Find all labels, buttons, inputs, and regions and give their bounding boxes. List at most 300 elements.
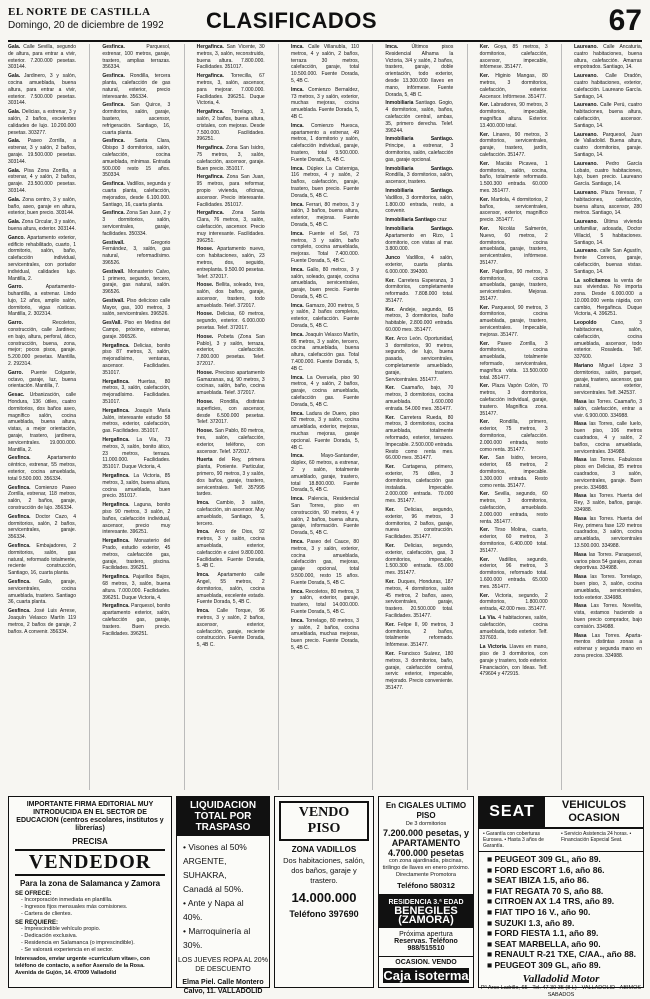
residencia-banner bbox=[379, 894, 473, 928]
seat-logo: SEAT bbox=[479, 797, 545, 827]
seat-car-item: ■ FORD ESCORT 1.6, año 86. bbox=[487, 864, 605, 875]
seat-car-item: ■ SUZUKI 1.3, año 89. bbox=[487, 917, 575, 928]
classified-ad-text: Huertas, 80 metros, 3, salón, calefacción, mejoradísimo. Facilidades. 351017. bbox=[102, 378, 171, 406]
column-divider bbox=[372, 44, 373, 790]
classified-ad bbox=[574, 161, 642, 188]
classified-ad-text: cruz bbox=[435, 217, 447, 224]
classified-ad-lead: Gala. bbox=[8, 73, 21, 80]
classified-ad-text: Última vivienda unifamiliar, adosada, Doctor Villacid, 5 habitaciones. Santiago, 14. bbox=[574, 219, 642, 246]
seat-car-item: ■ CITROEN AX 1.4 TRS, año 89. bbox=[487, 896, 615, 907]
residencia-label: RESIDENCIA 3.ª EDAD bbox=[388, 899, 464, 906]
classified-ad-lead: Hergafinca. bbox=[196, 174, 224, 181]
dateline: Domingo, 20 de diciembre de 1992 bbox=[8, 20, 164, 31]
classified-ad bbox=[8, 543, 76, 577]
classified-ad bbox=[480, 269, 548, 303]
classified-ad-text: Fuente el Sol, 73 metros, 3 y salón, baño completo, cocina amueblada, mejoras. Total 7.400.000. Fuente Dorada, 5, 4B C. bbox=[291, 230, 359, 264]
classified-ad-text: Parquesol, bonito apartamento exterior, salón, calefacción gas, garaje, trastero. Buen precio. Facilidades. 396251. bbox=[102, 603, 171, 637]
classified-ad-text: las Torres. Caamaño, 3 salón, calefacción, entrar a vivir. 6.900.000. 334988. bbox=[574, 399, 642, 419]
classified-ad-text: Calle Dradón, cuatro habitaciones, exterior, calefacción. Laureano García. Santiago, 14. bbox=[574, 73, 642, 100]
classified-ad bbox=[197, 210, 265, 244]
cigales-price: 7.200.000 pesetas, y bbox=[382, 828, 470, 838]
classified-ad-text: Linares, 90 metros, 3 dormitorios, servicentrales, garaje, trastero, jardín, calefacción. 351477. bbox=[479, 131, 548, 158]
classified-ad-text: Calle Villanubla, 110 metros, 4 y salón, 2 baños, terraza 30 metros, calefacción, garaje, total 10.500.000. Fuente Dorada, 5, 4B C. bbox=[291, 44, 359, 84]
classified-ad bbox=[291, 375, 359, 409]
classified-ad-text: Higinio Mangas, 80 metros, 3 dormitorios, calefacción, exterior. Ascensor. Infórmese. 351477. bbox=[479, 73, 548, 100]
classified-ad-lead: Hergafinca. bbox=[196, 145, 224, 152]
classified-ad-text: Calle Sevilla, segundo de altura, para entrar a vivir, exterior. 7.200.000 pesetas. 303144. bbox=[8, 44, 76, 71]
classified-ad-text: Zona San Isidro, 75 metros, 3, salón, calefacción, ascensor, garaje. Buen precio. 351017. bbox=[196, 145, 265, 172]
requirement-item: - Dedicación exclusiva. bbox=[21, 933, 78, 939]
classified-ad-lead: Hergafinca. bbox=[196, 73, 224, 80]
vendo-piso-phone: Teléfono 397690 bbox=[289, 909, 359, 919]
classified-ad-text: Sevilla, segundo, 60 metros, 3 dormitorios, calefacción, amueblado. 2.000.000 entrada, resto renta. 351477. bbox=[479, 491, 548, 525]
classified-ad-lead: Gesfinca. bbox=[8, 455, 31, 462]
classified-ad-text: Embajadores, 2 dormitorios, salón, gas natural, reformado totalmente, reciente construcción, Santiago, 16, cuarta planta. bbox=[8, 542, 76, 577]
classified-ad bbox=[574, 190, 642, 217]
editorial-precisa: PRECISA bbox=[72, 837, 108, 846]
seat-car-item: ■ RENAULT R-21 TXE, C/AA., año 88. bbox=[487, 949, 637, 960]
classified-ad-lead: Ker. bbox=[385, 385, 395, 392]
classified-ad bbox=[102, 138, 170, 179]
classified-ad bbox=[197, 246, 265, 280]
classified-ad-lead: Imca. bbox=[291, 410, 304, 417]
classified-ad-text: Vadillos, 3 dormitorios, salón, 1.800.00 entrada, resto, a convenir. bbox=[385, 194, 454, 215]
classified-ad-text: Delicias, bonito piso 87 metros, 3, salón, mejoradísimo, ventanas, ascensor. Facilidades. 351017. bbox=[102, 342, 171, 376]
classified-ad-lead: Ker. bbox=[385, 464, 395, 471]
classified-ad bbox=[197, 174, 265, 208]
classified-ad-lead: Masa bbox=[574, 515, 587, 522]
classified-ad-text: Monasterio del Prado, estudio exterior, 45 metros, calefacción gas, garaje, trastero, piscina. Facilidades. 396251. bbox=[102, 538, 171, 572]
classified-ad-lead: Masa bbox=[574, 493, 587, 500]
classified-ad-text: Mayo-Santander, dúplex, 60 metros, a estrenar, 2 y salón, totalmente amueblado, garaje, trastero, total 18.800.000. Fuente Dorada, 5, 4B C. bbox=[291, 453, 359, 494]
classified-ad-text: Victoria, segundo, 2 dormitorios, 1.800.000 entrada, 42.000 mes. 351477. bbox=[479, 592, 548, 613]
classified-ad-text: Carretera Esperanza, 3 dormitorios, completamente reformado. 7.808.000 total. 351477. bbox=[385, 277, 454, 304]
classified-ad-lead: Hoose. bbox=[196, 399, 214, 406]
classified-ad bbox=[385, 307, 453, 334]
classified-ad-text: Zona San Juan, 2 y 3 dormitorios, salón, servicentrales, garaje, facilidades. 350334. bbox=[102, 210, 171, 237]
classified-ad bbox=[8, 485, 76, 512]
classified-ad-text: Doctor Cazo, 4 dormitorios, salón, 2 baños, servicentrales, garaje. 356334. bbox=[8, 513, 76, 541]
classified-ad bbox=[197, 109, 265, 143]
liquidacion-item: Canadá al 50%. bbox=[183, 884, 244, 894]
classified-ad-lead: Gesfinca. bbox=[102, 44, 125, 50]
classified-ad bbox=[8, 197, 76, 217]
classified-ad-text: Principe, a estrenar, 3 dormitorios, salón, calefacción gas, garaje opcional. bbox=[385, 143, 454, 163]
classified-ad-lead: Masa bbox=[574, 603, 587, 610]
classified-ad-lead: Imca. bbox=[291, 230, 304, 237]
cigales-phone: Teléfono 580312 bbox=[397, 881, 455, 890]
classified-ad bbox=[574, 516, 642, 550]
classified-ad-text: Zona Circular, 3 y salón, buena altura, exterior. 303144. bbox=[8, 219, 76, 232]
classified-ad bbox=[102, 538, 170, 572]
classified-ad bbox=[197, 44, 265, 71]
classified-ad-lead: Masa bbox=[574, 551, 587, 558]
classified-ad-text: Cartagena, primero, exterior, 75 útiles, 3 dormitorios, calefacción gas instalada. Impecable. 2.000.000 entrada. 70.000 mes. 351477. bbox=[385, 464, 454, 505]
classified-ad-lead: Junco bbox=[385, 255, 401, 262]
classified-ad-text: Las Torres. Novelita, vista, estamos haciendo a buen precio comprador, bajo comisión. 334988. bbox=[574, 603, 642, 630]
classified-ad-text: Monasterio Calvo, 1 primero, segundo, tercero, garaje, gas natural, salón. 396526. bbox=[102, 268, 171, 296]
classified-ad bbox=[385, 336, 453, 384]
classified-ad-text: Calle Ancaturia, cuatro habitaciones, buena altura, calefacción. Amarras empotrados. Santiago, 14. bbox=[574, 44, 642, 71]
classified-ad bbox=[102, 181, 170, 208]
classified-ad-text: Apartamento en Rizo, 1 dormitorio, con vistas al mar. 3.800.000. bbox=[385, 232, 454, 253]
classified-ad bbox=[385, 44, 453, 98]
seat-car-list bbox=[479, 854, 643, 971]
classified-ad-lead: Laureano. bbox=[574, 160, 598, 167]
classified-ad bbox=[8, 320, 76, 368]
classified-ad-lead: Gesfinca. bbox=[102, 138, 125, 145]
classified-ad-text: Recoletos, 80 metros, 3 y salón, exterior, garaje, trastero, total 14.000.000. Fuente Dorada, 5, 4B C. bbox=[291, 588, 359, 615]
classified-ad bbox=[385, 278, 453, 305]
classified-ad-text: las Torres. Huerta del Rey, primera fase 120 metros cuadrados, 3 salón, cocina amueblada, servicentrales 13.500.000. 334988. bbox=[574, 515, 642, 549]
classified-ad-lead: Hergafinca. bbox=[102, 378, 130, 385]
classified-ad-lead: Gesfinca. bbox=[8, 513, 31, 520]
classified-ad bbox=[574, 363, 642, 397]
classified-ad-text: Labradores, 90 metros, 3 dormitorios, impecable, magnífica altura. Exterior. 13.400.000 total. bbox=[479, 102, 548, 129]
classified-ad-lead: Hoose. bbox=[196, 428, 214, 435]
classified-ad bbox=[197, 428, 265, 455]
classified-ad bbox=[574, 633, 642, 660]
classified-ad bbox=[574, 603, 642, 630]
classified-ad bbox=[385, 136, 453, 163]
classified-ad-text: Paseo Zorrilla, a estrenar, 3 y salón, 2 baños, garaje. 19.500.000 pesetas. 303144. bbox=[8, 138, 76, 165]
classified-ad-text: Rondilla, 3 dormitorios, salón, ascensor, trastero. bbox=[385, 172, 454, 186]
classified-ad-text: Plaza Teresas, 7 habitaciones, calefacción, buena altura, ascensor, 280 metros. Santiago, 14. bbox=[574, 189, 642, 217]
classified-column bbox=[574, 44, 642, 790]
requirement-item: - Se valorará experiencia en el sector. bbox=[21, 947, 114, 953]
classified-column bbox=[8, 44, 76, 790]
seat-features-right: • Servicio Asistencia 24 horas. • Financiación Especial Seat. bbox=[561, 831, 632, 843]
classified-ad-text: Vadillos, segunda y cuarta planta, calefacción, mejorados, desde 6.100.000. Santiago, 16, cuarta planta. bbox=[102, 181, 171, 208]
classified-ad bbox=[291, 166, 359, 200]
classified-ad-text: Parquesol, estrenar, 100 metros, garaje, trastero, amplias terrazas. 356334. bbox=[102, 44, 171, 71]
vendo-piso-heading: VENDO PISO bbox=[279, 801, 369, 841]
classified-ad-text: Nicolás Salmerón, Nuevo, 60 metros, 2 dormitorios, cocina amueblada, garaje, trastero, servicentrales, infórmese. 351477. bbox=[479, 225, 548, 266]
seat-features-left: • Garantía con coberturas Eurosea. • Hasta 3 años de Garantía. bbox=[483, 831, 544, 849]
classified-ad bbox=[480, 644, 548, 678]
classified-ad-text: Santa Clara, Obispo 3 dormitorios, salón, calefacción, cocina amueblada, mínimas. Entrada 500.000 resto 15 años. 350334. bbox=[102, 138, 171, 179]
classified-ad bbox=[385, 255, 453, 275]
classified-ad-text: Bellita, soleado, tres, salón, dos baños, garaje, ascensor, trastero, todo amueblado. Telef. 372017. bbox=[196, 282, 265, 309]
classified-ad-text: Las Torres. Aparta-mentos distintas zonas a estrenar y segunda mano en zona precios. 334988. bbox=[574, 632, 642, 659]
classified-ad-text: Maciás Picavea, 1 dormitorios, salón, cocina, baño, totalmente reformado. 1.500.300 entrada. 60.000 mes. 351477. bbox=[479, 160, 548, 194]
classified-ad bbox=[574, 320, 642, 361]
classified-ad bbox=[197, 529, 265, 570]
classified-ad-text: Joaquín María Jalón, interesante estudio 58 metros, exterior, calefacción, gas. Facilidades. 351017. bbox=[102, 407, 171, 435]
classified-ad bbox=[385, 385, 453, 412]
classified-ad-lead: Ker. bbox=[479, 131, 490, 138]
classified-ad-lead: Mariano bbox=[574, 363, 594, 370]
classified-ad bbox=[8, 44, 76, 71]
column-divider bbox=[184, 44, 185, 790]
seat-car-item: ■ FIAT REGATA 70 S, año 88. bbox=[487, 885, 604, 896]
classified-ad-text: Zona San Juan, 95 metros, para reformar, propio vivienda, oficinas, ascensor. Precio interesante. Facilidades. 351017. bbox=[196, 174, 265, 208]
classified-ad bbox=[480, 44, 548, 71]
classified-ad-lead: Gestivall. bbox=[102, 239, 125, 246]
classified-ad bbox=[8, 455, 76, 482]
classified-ad bbox=[574, 248, 642, 275]
classified-ad-text: La Overuela, piso 90 metros, 4 y salón, 2 baños, garaje, cocina amueblada, calefacción gas. Fuente Dorada, 5, 4B C. bbox=[291, 374, 359, 408]
classified-ad-lead: Imca. bbox=[291, 538, 304, 545]
vendo-piso-price: 14.000.000 bbox=[291, 890, 357, 905]
classified-ad-lead: Garro. bbox=[8, 369, 24, 376]
classified-ad bbox=[291, 453, 359, 494]
classified-ad-lead: Imca. bbox=[291, 617, 304, 624]
classified-ad-text: la venta de sus viviendas. No importa zona. Desde 6.000.000 a 10.000.000 venta rápida, con cambio, Hergafinca. Duque Victoria, 4. 396251. bbox=[574, 277, 643, 318]
classified-ad bbox=[8, 168, 76, 195]
classified-ad-text: Gregorio Fernández, 3, salón, gas natural, reformadísimo. 396526. bbox=[102, 239, 171, 266]
classified-ad-text: Piso delicioso calle Mayor, gas, 100 metros, 3 salón, servicentrales. 396526. bbox=[102, 297, 171, 318]
seat-car-item: ■ FORD FIESTA 1.1, año 89. bbox=[487, 928, 599, 939]
classified-ad-text: Gamazo, 200 metros, 5 y salón, 2 baños completos, exterior, calefacción. Fuente Dorada, 5, 4B C. bbox=[291, 302, 359, 330]
liquidacion-item: • Visones al 50% bbox=[183, 842, 247, 852]
classified-ad-lead: Gesfinca. bbox=[102, 181, 125, 188]
classified-ad-text: Recoletos, construcción, calle Jardines; en bajo, altura, perforal, ático, construcción, buena, zona, mejor; pocos pisos, garaje. 5.200.000 pesetas. Mantilla, 2. 292314. bbox=[8, 320, 76, 368]
classified-ad bbox=[8, 284, 76, 318]
classified-ad bbox=[102, 298, 170, 318]
classified-ad-lead: Ker. bbox=[479, 73, 490, 80]
classified-ad-lead: Laureano. bbox=[574, 73, 598, 80]
classified-ad-text: Gallo, 80 metros, 3 y salón, soleado, garaje, cocina amueblada, servicentrales, garaje, buen precio. Fuente Dorada, 5, 4B C. bbox=[291, 266, 359, 300]
classified-ad-lead: Imca. bbox=[291, 122, 304, 129]
classified-ad-lead: Hergafinca. bbox=[102, 342, 130, 349]
classified-ad-lead: Hergafinca. bbox=[102, 574, 130, 581]
column-divider bbox=[89, 44, 90, 790]
column-divider bbox=[561, 44, 562, 790]
classified-ad-text: las Torres. Paraquesol, varios pisos 54 garajes, zonas deportivas. 334988. bbox=[574, 551, 642, 572]
classified-ad-text: Cambio, 3 salón, calefacción, sin ascensor. Muy amueblado, Santiago, 5, tercero. bbox=[196, 500, 265, 527]
classified-ad-text: Zona centro, 3 y salón, baño, aseo, garaje en altura, exterior, buen precio. 303144. bbox=[8, 196, 76, 217]
classified-ad-lead: Ker. bbox=[479, 304, 490, 311]
classified-ad bbox=[291, 303, 359, 330]
classified-column bbox=[385, 44, 453, 790]
classified-ad-text: Cano, 3 habitaciones, salón, calefacción, cocina amueblada, ascensor, todo exterior. Rosaleda. Telf. 337600. bbox=[574, 320, 642, 361]
vendo-piso-text: Dos habitaciones, salón, dos baños, garaje y trastero. bbox=[283, 856, 365, 885]
classified-ad-lead: Hoose. bbox=[196, 311, 214, 318]
classified-ad-text: San Quirce, 3 dormitorios, salón, garaje, bastero, ascensor, refrigeración. Santiago, 16, cuarta planta. bbox=[102, 102, 171, 136]
classified-ad bbox=[8, 138, 76, 165]
classified-ad-lead: Imca. bbox=[291, 266, 304, 273]
classified-ad-lead: Hergafinca. bbox=[102, 603, 130, 610]
seat-car-item: ■ PEUGEOT 309 GL, año 89. bbox=[487, 854, 601, 864]
classified-ad-lead: Hoose. bbox=[196, 246, 214, 253]
classified-ad bbox=[102, 343, 170, 377]
classified-ad bbox=[574, 574, 642, 601]
classified-ad-lead: Imca. bbox=[291, 588, 304, 595]
page-number: 67 bbox=[608, 4, 642, 37]
classified-ad-text: Paseo Zorrilla, 3 dormitorios, cocina amueblada, totalmente reformado, servicentrales, magnífica vista. 13.500.000 total. 351477. bbox=[479, 340, 548, 381]
classified-ad bbox=[385, 579, 453, 620]
classified-ad-text: Apartamento nuevo, con habitaciones, salón, 23 metros, dos, seguido, entreplanta. 9.500.00 pesetas. Telef. 372017. bbox=[196, 246, 265, 280]
classified-ad-lead: Inmobiliaria bbox=[385, 100, 414, 107]
liquidacion-item: ARGENTE, bbox=[183, 856, 227, 866]
classified-ad-lead: Ker. bbox=[385, 277, 395, 284]
classified-ad-lead: Inmobiliaria Santiago bbox=[385, 217, 436, 224]
editorial-heading: IMPORTANTE FIRMA EDITORIAL MUY INTRODUCIDA EN EL SECTOR DE EDUCACION (centros escolares, institutos y librerías) bbox=[16, 801, 164, 832]
classified-ad-lead: Masa bbox=[574, 457, 587, 464]
classified-ad-lead: Imca. bbox=[196, 608, 210, 615]
classified-ad bbox=[291, 87, 359, 121]
classified-ad bbox=[480, 419, 548, 453]
classified-ad-text: Puente Colgante, octavo, garaje, luz, buena orientación. Mantilla, 7. bbox=[8, 369, 76, 390]
classified-ad-text: las Torres, calle Iuelo, buen piso, 106 metros cuadrados, 4 y salón, 2 baños, cocina amueblada, servicentrales. 334988. bbox=[574, 421, 642, 455]
classified-ad bbox=[480, 132, 548, 159]
classified-ad-lead: Gala. bbox=[8, 138, 21, 145]
classified-ad bbox=[574, 493, 642, 513]
cigales-ad bbox=[378, 796, 474, 988]
classified-ad-lead: Imca. bbox=[291, 331, 304, 338]
classified-ad-lead: Imca. bbox=[291, 86, 304, 93]
classified-ad bbox=[574, 44, 642, 71]
classified-ad-lead: Hoose. bbox=[196, 369, 214, 376]
classified-ad bbox=[8, 370, 76, 390]
classified-ad bbox=[291, 123, 359, 164]
classified-ad bbox=[102, 240, 170, 267]
classified-ad-text: Vadillos, segundo, exterior, 96 metros, 3 dormitorios, reformado total. 1.600.000 entrada. 65.000 mes. 351477. bbox=[479, 556, 548, 590]
classified-column bbox=[480, 44, 548, 790]
classified-ad-lead: Hergafinca. bbox=[102, 538, 130, 545]
classified-ad-text: Francisco Suárez, 180 metros, 3 dormitorios, baño, garaje, calefacción central, servic exterior, impecable, mejorado. Precio conveniente. 351477. bbox=[385, 650, 454, 691]
editorial-subtitle: Para la zona de Salamanca y Zamora bbox=[19, 879, 161, 888]
seat-dealer: Valladolid Motor bbox=[522, 972, 600, 985]
classified-ad-lead: Hoose. bbox=[196, 333, 214, 340]
classified-ad bbox=[385, 100, 453, 134]
classified-ad-lead: Ganco. bbox=[8, 234, 25, 241]
column-divider bbox=[278, 44, 279, 790]
classified-ad bbox=[574, 73, 642, 100]
classified-ad-text: Joaquín Velasco Martín, 86 metros, 3 y salón, tercero, cocina amueblada, buena altura, calefacción gas. Total 7.400.000. Fuente Dorada, 5, 4B C. bbox=[291, 331, 359, 372]
classified-ad-text: José Luis Arrese, Joaquín Velasco Martín 119 metros, 2 baños de garaje, 2 baños. A convenir. 356334. bbox=[8, 608, 76, 635]
classified-ad-lead: Inmobiliaria Santiago. bbox=[385, 165, 454, 172]
classified-ad-text: Gallo, garaje, servicentrales, cocina amueblada, trastero. Santiago 36, cuarta planta. bbox=[8, 578, 76, 606]
classified-ad bbox=[102, 44, 170, 71]
classified-ad-text: Rondilla, primero, exterior, 75 metros, 3 dormitorios, calefacción. 2.000.000 entrada, resto como renta. 351477. bbox=[479, 419, 548, 453]
classified-ad bbox=[291, 332, 359, 373]
classified-ad-lead: Ker. bbox=[479, 455, 490, 462]
classified-ad bbox=[574, 399, 642, 419]
classified-ad-text: Torrelago, 3, salón, 2 baños, buena altura, cristales, con mejoras. Desde 7.500.000. Facilidades. 396251. bbox=[196, 109, 265, 143]
classified-ad bbox=[102, 320, 170, 340]
classified-ad-text: las Torres. Huerta del Rey, 3 salón, baños, garaje. 334988. bbox=[574, 493, 642, 513]
classified-ad-lead: Imca. bbox=[291, 165, 304, 172]
classified-ad bbox=[480, 161, 548, 195]
classified-ad bbox=[480, 341, 548, 382]
classified-ad bbox=[102, 73, 170, 100]
classified-ad bbox=[574, 421, 642, 455]
classified-ad-lead: Inmobiliaria Santiago. bbox=[385, 187, 454, 194]
classified-ad bbox=[197, 457, 265, 498]
classified-ad bbox=[8, 608, 76, 635]
classified-ad-lead: Hergafinca. bbox=[102, 437, 130, 444]
classified-ad-lead: La Vía. bbox=[479, 614, 497, 621]
classified-ad-text: Delicias, a estrenar, 3 y salón, 2 baños, excelentes calidades de lujo. 10.200.000 pesetas. 303277. bbox=[8, 109, 76, 136]
classified-ad bbox=[480, 557, 548, 591]
classified-ad bbox=[197, 399, 265, 426]
classified-ad bbox=[197, 370, 265, 397]
liquidacion-address: Elma Piel. Calle Montero Calvo, 11. VALLADOLID bbox=[182, 979, 264, 995]
classified-ad bbox=[385, 622, 453, 649]
seat-topbar bbox=[479, 797, 643, 829]
classified-ad-lead: Imca. bbox=[291, 453, 304, 460]
classified-ad bbox=[8, 73, 76, 107]
classified-ad bbox=[197, 334, 265, 368]
classified-ad-text: Comienzo Paseo Zorrilla, estrenar, 118 metros, salón, 2 baños, garaje, construcción de lujo. 356334. bbox=[8, 484, 76, 511]
editorial-footer: Interesados, enviar urgente «curriculum vitae», con teléfono de contacto, a señor Asenslo de la Rosa. Avenida de Gujón, 14. 47009 Valladolid bbox=[15, 956, 150, 976]
seat-features bbox=[479, 829, 643, 852]
classified-ad-lead: Ker. bbox=[479, 160, 490, 167]
classified-ad-text: Parquesol, 90 metros, 3 dormitorios, cocina amueblada, garaje, trastero, servicentrales. Impecable, mejoras. 351477. bbox=[479, 304, 548, 338]
classified-ad-lead: La Victoria. bbox=[479, 644, 508, 651]
classified-ad bbox=[102, 102, 170, 136]
classified-ad-lead: Imca. bbox=[385, 44, 399, 50]
classified-ad-lead: Inmobiliaria Santiago. bbox=[385, 136, 454, 143]
classified-ad bbox=[291, 589, 359, 616]
classified-ad-lead: Ker. bbox=[479, 592, 490, 599]
classified-ad-text: Zona Santa Clara, 76 metros, 3, salón, calefacción, ascensor. Precio muy interesante. Facilidades. 396251. bbox=[196, 210, 265, 244]
editorial-title: VENDEDOR bbox=[15, 849, 165, 876]
classified-ad-lead: GesVall. bbox=[102, 320, 122, 327]
classified-ad bbox=[8, 219, 76, 233]
classified-ad-text: San Vicente, 30 metros, 3, salón, reconstruido, buena altura. 7.800.000. Facilidades. 351017. bbox=[196, 44, 265, 71]
seat-car-item: ■ FIAT TIPO 16 V., año 90. bbox=[487, 906, 591, 917]
column-divider bbox=[467, 44, 468, 790]
classified-ad-text: Llaves en mano, piso de 3 dormitorios, con garaje y trastero, todo exterior. Financiación, con Ideas. Telf. 479604 y 472915. bbox=[479, 644, 548, 678]
classified-ad-text: calle San Agustín, frente Correos, garaje, calefacción, buenas vistas. Santiago, 14. bbox=[574, 248, 642, 275]
offers-label: SE OFRECE: bbox=[15, 891, 52, 897]
cigales-top: En CIGALES ULTIMO PISO bbox=[385, 801, 467, 820]
liquidacion-ad bbox=[176, 796, 270, 995]
display-ads-row bbox=[8, 796, 642, 998]
classified-ad-text: Arco de Dios, 92 metros, 3 y salón, cocina amueblada, exterior, calefacción e cárei 9.800.000. Facilidades. Fuente Dorada, 5. 4B C. bbox=[196, 529, 265, 570]
classified-column bbox=[102, 44, 170, 790]
classified-ad-lead: Ker. bbox=[385, 414, 395, 421]
classified-ad bbox=[102, 269, 170, 296]
residencia-reservations: Reservas. Teléfono 988/515510 bbox=[394, 938, 458, 952]
classified-ad bbox=[102, 574, 170, 601]
classified-ad-text: Arco León. Oportunidad, 3 dormitorios, 90 metros, segundo, de lujo, buena pasada, servicentrales, completamente amueblado, garaje, trastero. Servicentrales. 351477. bbox=[385, 335, 454, 383]
classified-ad-lead: Ker. bbox=[385, 335, 395, 342]
classified-ad bbox=[480, 226, 548, 267]
classified-ad-lead: Laureano. bbox=[574, 248, 598, 255]
classified-ad bbox=[291, 231, 359, 265]
caja-isoterma: Caja isoterma bbox=[383, 968, 469, 983]
classified-ad bbox=[102, 603, 170, 637]
classified-ad-text: San Isidro, tercero, exterior, 65 metros, 2 dormitorios, impecable. 1.300.000 entrada. Resto como renta. 351477. bbox=[479, 455, 548, 489]
classified-ad-lead: Inmobiliaria Santiago. bbox=[385, 225, 454, 232]
classified-ad-lead: Imca. bbox=[291, 201, 304, 208]
classified-ad-text: Ferrari, 80 metros, 3 y salón, 3 baños, buena altura, exterior, mejoras. Fuente Dorada, 5, 4B C. bbox=[291, 201, 359, 228]
classified-ad-lead: Ker. bbox=[385, 542, 395, 549]
classified-ad-lead: Masa bbox=[574, 632, 587, 639]
vendo-piso-zone: ZONA VADILLOS bbox=[291, 845, 357, 854]
classified-ad bbox=[480, 305, 548, 339]
classified-ad-text: 4 habitaciones, salón, calefacción, cocina amueblada, todo exterior. Telf. 337603. bbox=[479, 614, 548, 642]
liquidacion-items bbox=[177, 840, 269, 952]
classified-ad-text: Urbanización, calle Hondura, 136 útiles, cuatro dormitorios, dos baños aseo, magnífico salón, cocina amueblada, buena altura, vistas, a mejor orientación, garaje, trastero, jardinera, servicentrales. 19.000.000. Mantilla, 2. bbox=[8, 392, 76, 453]
classified-ad-lead: Masa bbox=[574, 574, 587, 581]
classified-ad-text: Santiago. Gogio, 4 dormitorios, salón, baños, calefacción central, ambas, 35, primero derecha. Telef. 396244. bbox=[385, 100, 454, 134]
classified-ad-text: Jardinero, 3 y salón, cocina amueblada, buena altura, para entrar a vivir, exterior. 7.500.000 pesetas. 303144. bbox=[8, 73, 76, 107]
classified-ad bbox=[291, 496, 359, 537]
classified-ad bbox=[197, 73, 265, 107]
classified-ad-lead: Ker. bbox=[479, 527, 490, 534]
classified-ad-text: Precioso apartamento Gamazanas, suj, 90 metros, 3 cocinas, salón, baño, cocina amueblada. Telef. 372017. bbox=[196, 369, 265, 397]
section-title: CLASIFICADOS bbox=[206, 8, 377, 33]
classified-ad-lead: Ker. bbox=[479, 196, 490, 203]
residencia-city: BENEGILES (ZAMORA) bbox=[394, 905, 458, 926]
classified-ad-text: Comienzo Bernaldez, 73 metros, 3 y salón, exterior, muchas mejoras, cocina amueblada. Fuente Dorada, 5, 4B C. bbox=[291, 86, 359, 120]
classified-ad-lead: Ker. bbox=[479, 225, 490, 232]
